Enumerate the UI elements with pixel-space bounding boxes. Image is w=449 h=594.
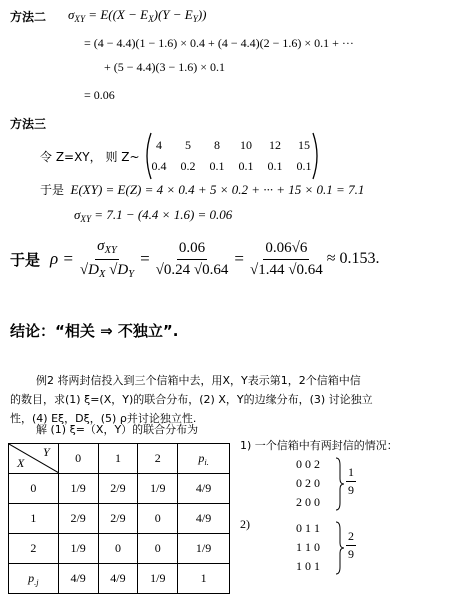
row-total-header: $p_{i.}$ (178, 444, 230, 474)
case1-heading: 1) 一个信箱中有两封信的情况： (240, 439, 398, 452)
rho-result: ≈ 0.153. (326, 250, 380, 268)
sigma-line: $\sigma_{XY} = 7.1 - (4.4 \times 1.6) = 0.06$ (74, 207, 233, 224)
table-row (9, 534, 230, 564)
case2-block (296, 519, 320, 576)
row-label: 2 (9, 534, 59, 564)
method2-line3: + (5 − 4.4)(3 − 1.6) × 0.1 (104, 60, 226, 74)
z-value: 15 (298, 138, 311, 152)
matrix-left-paren (142, 132, 152, 180)
method2-line2: = (4 − 4.4)(1 − 1.6) × 0.4 + (4 − 4.4)(2 − 1.6) × 0.1 + ··· (84, 36, 354, 50)
row-total: 4/9 (178, 474, 230, 504)
z-probability: 0.1 (296, 159, 312, 173)
case1-row: 0 0 2 (296, 457, 320, 471)
z-probability: 0.4 (151, 159, 167, 173)
example2-line3: 性，(4) Eξ，Dξ，(5) ρ并讨论独立性. (10, 412, 197, 425)
z-value: 12 (269, 138, 282, 152)
case2-row: 1 0 1 (296, 559, 320, 573)
expectation-line: 于是 E(XY) = E(Z) = 4 × 0.4 + 5 × 0.2 + ··· + 15 × 0.1 = 7.1 (40, 182, 365, 197)
let-text: 令 Z=XY， 则 Z~ (40, 149, 140, 164)
equals-1: = (140, 249, 150, 269)
matrix-right-paren (312, 132, 322, 180)
table-total-row (9, 564, 230, 594)
table-cell: 2/9 (98, 474, 138, 504)
grand-total: 1 (178, 564, 230, 594)
method3-let-line (40, 132, 322, 180)
corner-x-label: X (17, 456, 25, 470)
rho-frac-1: $\frac{\sigma_{XY}}{√D_X √D_Y}$ (79, 238, 135, 280)
col-header: 2 (138, 444, 178, 474)
table-row (9, 504, 230, 534)
z-value: 5 (185, 138, 192, 152)
rho-symbol: ρ = (50, 249, 74, 269)
z-probability: 0.2 (180, 159, 196, 173)
table-cell: 0 (138, 504, 178, 534)
case2-row: 0 1 1 (296, 521, 320, 535)
so-label: 于是 (10, 250, 41, 269)
table-row (9, 474, 230, 504)
method2-line1: $\sigma_{XY} = E((X - E_X)(Y - E_Y))$ (68, 7, 207, 24)
z-probability: 0.1 (209, 159, 225, 173)
case1-row: 2 0 0 (296, 495, 320, 509)
rho-frac-3: $\frac{0.06√6}{√1.44 √0.64}$ (249, 240, 323, 278)
row-label: 1 (9, 504, 59, 534)
case2-fraction: $\frac{2}{9}$ (348, 529, 354, 562)
col-total: 4/9 (98, 564, 138, 594)
joint-distribution-table (8, 443, 230, 594)
row-total: 1/9 (178, 534, 230, 564)
corner-y-label: Y (43, 445, 50, 459)
col-header: 0 (58, 444, 98, 474)
table-corner-cell (9, 444, 59, 474)
row-total: 4/9 (178, 504, 230, 534)
case1-fraction: $\frac{1}{9}$ (348, 465, 354, 498)
z-value: 4 (156, 138, 163, 152)
case1-block (296, 455, 320, 512)
col-total: 1/9 (138, 564, 178, 594)
table-cell: 1/9 (138, 474, 178, 504)
rho-formula (10, 238, 379, 280)
table-header-row (9, 444, 230, 474)
z-probability: 0.1 (238, 159, 254, 173)
col-total-label: $p_{.j}$ (9, 564, 59, 594)
z-value: 8 (214, 138, 221, 152)
method2-line4: = 0.06 (84, 88, 115, 102)
z-distribution-matrix (152, 138, 312, 174)
table-cell: 1/9 (58, 474, 98, 504)
col-total: 4/9 (58, 564, 98, 594)
solution-line: 解 (1) ξ=（X，Y）的联合分布为 (36, 423, 199, 436)
z-value: 10 (240, 138, 253, 152)
case2-heading: 2) (240, 517, 250, 531)
table-cell: 0 (138, 534, 178, 564)
case2-row: 1 1 0 (296, 540, 320, 554)
row-label: 0 (9, 474, 59, 504)
example2-line2: 的数目，求(1) ξ=(X，Y)的联合分布，(2) X，Y的边缘分布，(3) 讨论独立 (10, 393, 373, 406)
conclusion-text: 结论：“相关 ⇒ 不独立”. (10, 322, 179, 340)
example2-line1: 例2 将两封信投入到三个信箱中去，用X，Y表示第1，2个信箱中信 (36, 374, 361, 387)
table-cell: 1/9 (58, 534, 98, 564)
table-cell: 2/9 (58, 504, 98, 534)
method3-label: 方法三 (10, 117, 47, 131)
z-probability: 0.1 (267, 159, 283, 173)
rho-frac-2: $\frac{0.06}{√0.24 √0.64}$ (155, 240, 229, 278)
case2-brace (335, 521, 345, 575)
case1-row: 0 2 0 (296, 476, 320, 490)
col-header: 1 (98, 444, 138, 474)
method2-label: 方法二 (10, 10, 47, 24)
equals-2: = (234, 249, 244, 269)
case1-brace (335, 457, 345, 511)
table-cell: 2/9 (98, 504, 138, 534)
table-cell: 0 (98, 534, 138, 564)
